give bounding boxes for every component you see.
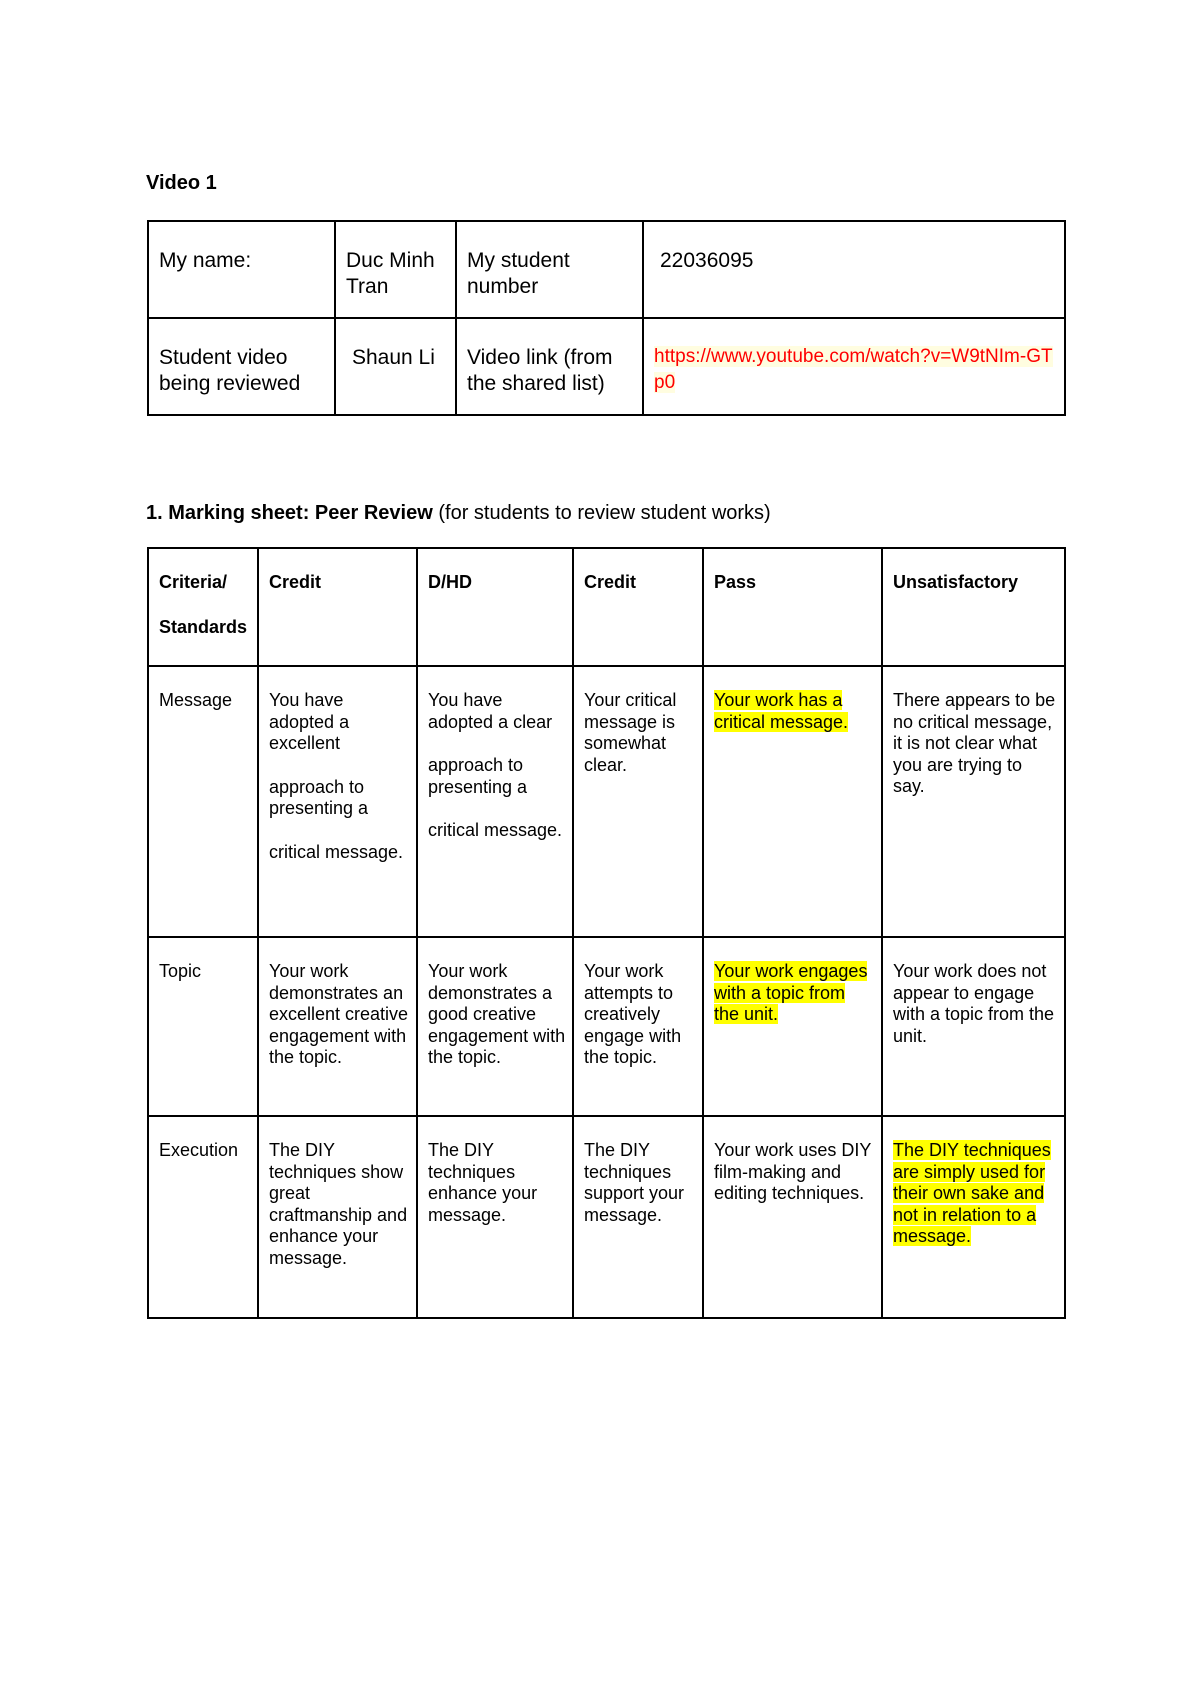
rubric-header-row [148, 548, 1065, 666]
rubric-cell-dhd [417, 1116, 573, 1318]
criterion-label: Execution [148, 1116, 258, 1318]
rubric-row-execution [148, 1116, 1065, 1318]
rubric-cell-pass [703, 937, 882, 1116]
rubric-cell-text [714, 961, 875, 1026]
student-number-value: 22036095 [643, 221, 1065, 318]
header-credit-2: Credit [573, 548, 703, 666]
rubric-cell-unsatisfactory [882, 1116, 1065, 1318]
video-link-label: Video link (from the shared list) [456, 318, 643, 415]
video-link-cell [643, 318, 1065, 415]
rubric-cell-text: Your work attempts to creatively engage with the topic. [584, 961, 682, 1067]
rubric-cell-credit-2 [573, 1116, 703, 1318]
rubric-cell-text: approach to presenting a [269, 776, 369, 818]
page-title: Video 1 [146, 172, 217, 194]
rubric-body [148, 666, 1065, 1318]
info-row-reviewed [148, 318, 1065, 415]
rubric-cell-credit-1 [258, 1116, 417, 1318]
rubric-cell-text [893, 1140, 1058, 1248]
section-heading [146, 502, 771, 525]
section-title: 1. Marking sheet: Peer Review [146, 502, 433, 524]
student-number-label: My student number [456, 221, 643, 318]
highlighted-text: Your work engages with a topic from the unit. [714, 961, 868, 1024]
rubric-row-message [148, 666, 1065, 937]
rubric-cell-credit-1 [258, 937, 417, 1116]
rubric-cell-text: Your work uses DIY film-making and editing techniques. [714, 1140, 872, 1203]
name-label: My name: [148, 221, 335, 318]
rubric-cell-unsatisfactory [882, 937, 1065, 1116]
rubric-cell-text: The DIY techniques enhance your message. [428, 1140, 538, 1225]
rubric-cell-credit-2 [573, 666, 703, 937]
rubric-cell-text: Your work demonstrates an excellent creative engagement with the topic. [269, 961, 409, 1067]
rubric-cell-unsatisfactory [882, 666, 1065, 937]
rubric-cell-credit-1 [258, 666, 417, 937]
rubric-cell-dhd [417, 937, 573, 1116]
highlighted-text: Your work has a critical message. [714, 690, 849, 732]
rubric-cell-text: critical message. [269, 841, 404, 862]
rubric-row-topic [148, 937, 1065, 1116]
name-value: Duc Minh Tran [335, 221, 456, 318]
rubric-cell-text: You have adopted a clear [428, 690, 553, 732]
rubric-cell-text: Your critical message is somewhat clear. [584, 690, 677, 775]
reviewed-value: Shaun Li [335, 318, 456, 415]
rubric-cell-credit-2 [573, 937, 703, 1116]
rubric-cell-text: The DIY techniques show great craftmanship and enhance your message. [269, 1140, 408, 1268]
rubric-cell-pass [703, 1116, 882, 1318]
student-info-table [147, 220, 1066, 416]
video-link[interactable]: https://www.youtube.com/watch?v=W9tNIm-GTp0 [654, 346, 1053, 393]
criterion-label: Topic [148, 937, 258, 1116]
rubric-cell-text: You have adopted a excellent [269, 690, 350, 753]
rubric-cell-text: Your work does not appear to engage with a topic from the unit. [893, 961, 1055, 1046]
rubric-cell-text: The DIY techniques support your message. [584, 1140, 685, 1225]
rubric-cell-text: Your work demonstrates a good creative engagement with the topic. [428, 961, 566, 1067]
rubric-cell-text [714, 690, 875, 733]
header-unsatisfactory: Unsatisfactory [882, 548, 1065, 666]
rubric-cell-dhd [417, 666, 573, 937]
rubric-cell-text: approach to presenting a [428, 755, 528, 797]
criteria-header-line2: Standards [159, 616, 248, 637]
rubric-cell-pass [703, 666, 882, 937]
rubric-cell-text: critical message. [428, 820, 563, 840]
reviewed-label: Student video being reviewed [148, 318, 335, 415]
criteria-header-line1: Criteria/ [159, 572, 228, 592]
criteria-header [148, 548, 258, 666]
header-dhd: D/HD [417, 548, 573, 666]
section-subtitle: (for students to review student works) [438, 502, 771, 524]
header-credit-1: Credit [258, 548, 417, 666]
criterion-label: Message [148, 666, 258, 937]
header-pass: Pass [703, 548, 882, 666]
info-row-name [148, 221, 1065, 318]
rubric-table [147, 547, 1066, 1319]
rubric-cell-text: There appears to be no critical message, it is not clear what you are trying to say. [893, 690, 1056, 796]
highlighted-text: The DIY techniques are simply used for their own sake and not in relation to a message. [893, 1140, 1051, 1246]
